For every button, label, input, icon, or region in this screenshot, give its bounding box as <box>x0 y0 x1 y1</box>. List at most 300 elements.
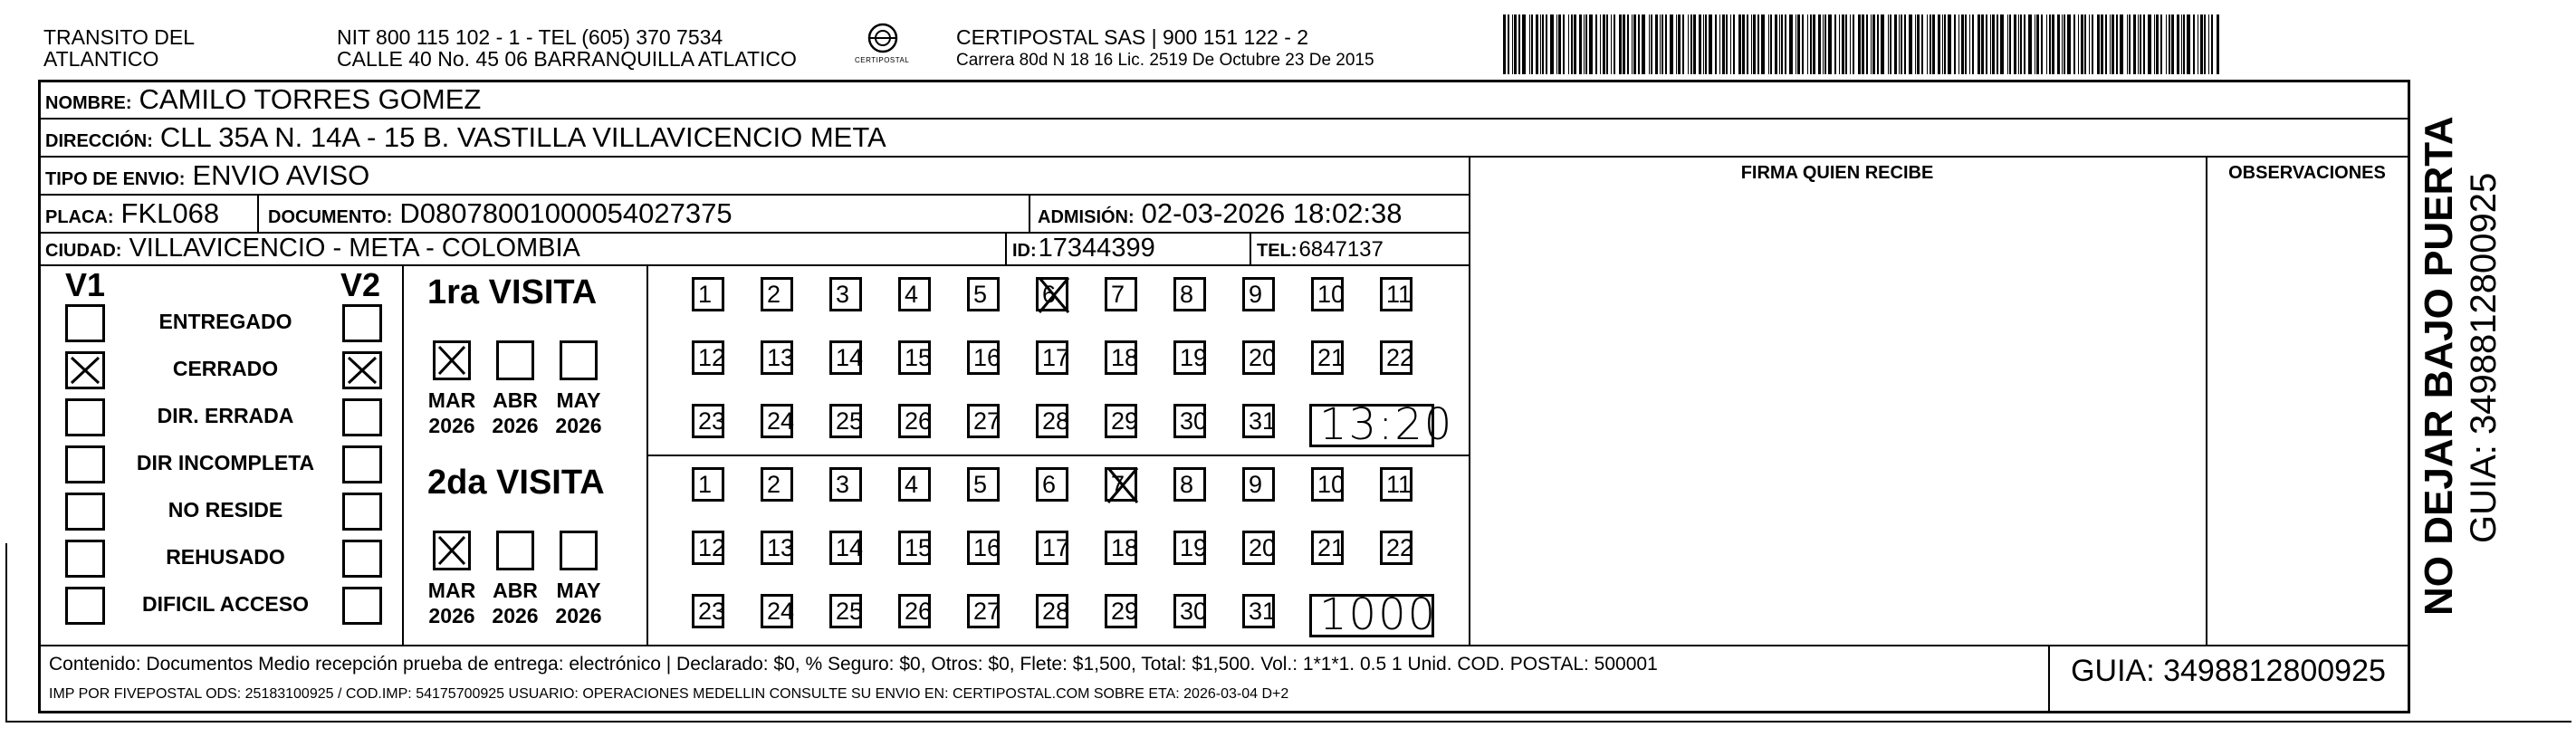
barcode-bar <box>1738 14 1741 74</box>
visit1-day-18[interactable] <box>1105 340 1137 375</box>
visit2-day-7[interactable] <box>1105 467 1137 502</box>
barcode-bar <box>1904 14 1906 74</box>
barcode-bar <box>1682 14 1684 74</box>
barcode-bar <box>2009 14 2011 74</box>
visit2-month-year: 2026 <box>555 604 602 627</box>
barcode-bar <box>1665 14 1667 74</box>
barcode-bar <box>1589 14 1593 74</box>
barcode-bar <box>1930 14 1931 74</box>
barcode-bar <box>1742 14 1745 74</box>
visit1-day-29[interactable] <box>1105 404 1137 438</box>
barcode-bar <box>1807 14 1808 74</box>
visit2-day-21[interactable] <box>1311 531 1344 565</box>
barcode-bar <box>1627 14 1629 74</box>
barcode-bar <box>2057 14 2060 74</box>
barcode-bar <box>1915 14 1916 74</box>
visit1-month-label-mar <box>420 388 484 438</box>
barcode-bar <box>1676 14 1677 74</box>
sender-nit: NIT 800 115 102 - 1 - TEL (605) 370 7534 <box>337 25 723 49</box>
barcode-bar <box>1531 14 1533 74</box>
day-number: 6 <box>1042 281 1057 308</box>
visit1-day-17[interactable] <box>1036 340 1068 375</box>
v2-checkbox-dir-incompleta[interactable] <box>342 445 382 483</box>
barcode-bar <box>1703 14 1704 74</box>
barcode-bar <box>2046 14 2047 74</box>
visit1-day-16[interactable] <box>967 340 1000 375</box>
barcode-bar <box>1512 14 1513 74</box>
visit1-day-4[interactable] <box>898 277 931 311</box>
day-number: 22 <box>1386 344 1414 371</box>
visit2-day-20[interactable] <box>1242 531 1275 565</box>
barcode-bar <box>2138 14 2139 74</box>
barcode-bar <box>1632 14 1633 74</box>
day-number: 8 <box>1180 281 1194 308</box>
barcode-bar <box>2110 14 2111 74</box>
visit1-day-13[interactable] <box>761 340 793 375</box>
visit1-month-year: 2026 <box>492 414 539 437</box>
barcode-bar <box>1768 14 1769 74</box>
shipment-type: ENVIO AVISO <box>192 159 370 191</box>
barcode-bar <box>2187 14 2190 74</box>
barcode-bar <box>2154 14 2155 74</box>
day-number: 2 <box>767 281 781 308</box>
barcode-bar <box>1866 14 1868 74</box>
barcode-bar <box>1872 14 1875 74</box>
direccion-label: DIRECCIÓN: <box>45 131 153 151</box>
visit1-day-8[interactable] <box>1173 277 1206 311</box>
visit2-day-11[interactable] <box>1380 467 1412 502</box>
visit1-month-name: MAR <box>427 388 476 412</box>
v2-checkbox-dir-errada[interactable] <box>342 398 382 436</box>
visit2-day-26[interactable] <box>898 594 931 628</box>
day-number: 11 <box>1386 471 1412 498</box>
visit2-day-22[interactable] <box>1380 531 1412 565</box>
visit2-day-17[interactable] <box>1036 531 1068 565</box>
visit1-day-20[interactable] <box>1242 340 1275 375</box>
barcode-bar <box>1546 14 1547 74</box>
barcode-bar <box>1894 14 1897 74</box>
barcode-bar <box>1850 14 1851 74</box>
visit2-time-box[interactable] <box>1309 589 1438 640</box>
barcode-bar <box>1606 14 1608 74</box>
barcode-bar <box>1948 14 1951 74</box>
visit2-day-31[interactable] <box>1242 594 1275 628</box>
barcode-bar <box>1600 14 1601 74</box>
v1-checkbox-rehusado[interactable] <box>65 540 105 578</box>
visit2-month-label-mar <box>420 578 484 628</box>
day-number: 20 <box>1249 534 1277 561</box>
barcode-bar <box>2078 14 2079 74</box>
day-number: 1 <box>698 281 713 308</box>
visit2-month-name: MAY <box>556 579 601 602</box>
barcode-bar <box>1733 14 1735 74</box>
visit1-day-9[interactable] <box>1242 277 1275 311</box>
sender-name-line1: TRANSITO DEL <box>43 25 195 49</box>
barcode-bar <box>2143 14 2145 74</box>
barcode-bar <box>1638 14 1640 74</box>
barcode-bar <box>1899 14 1900 74</box>
visit1-month-checkbox-may[interactable] <box>560 340 598 380</box>
barcode-bar <box>1753 14 1756 74</box>
admision-label: ADMISIÓN: <box>1038 207 1135 227</box>
v1-checkbox-dir-incompleta[interactable] <box>65 445 105 483</box>
visit2-day-12[interactable] <box>692 531 724 565</box>
id-number: 17344399 <box>1038 234 1155 263</box>
barcode-bar <box>1619 14 1622 74</box>
v1-checkbox-dir-errada[interactable] <box>65 398 105 436</box>
warning-no-dejar-bajo-puerta: NO DEJAR BAJO PUERTA <box>2417 116 2461 616</box>
barcode-bar <box>2181 14 2182 74</box>
barcode-bar <box>1757 14 1759 74</box>
visit-title-2: 2da VISITA <box>427 464 605 502</box>
barcode-bar <box>2105 14 2107 74</box>
barcode-bar <box>1722 14 1725 74</box>
visit2-day-24[interactable] <box>761 594 793 628</box>
barcode-bar <box>1514 14 1517 74</box>
barcode-bar <box>1603 14 1605 74</box>
nombre-label: NOMBRE: <box>45 93 132 113</box>
print-info: IMP POR FIVEPOSTAL ODS: 25183100925 / COD.IMP: 54175700925 USUARIO: OPERACIONES MEDELLIN CONSULTE SU ENVIO EN: CERTIPOSTAL.COM SOBRE ETA: 2026-03-04 D+2 <box>49 686 1289 702</box>
v1-checkbox-no-reside[interactable] <box>65 493 105 531</box>
barcode-bar <box>2171 14 2174 74</box>
day-number: 15 <box>905 344 933 371</box>
firma-header: FIRMA QUIEN RECIBE <box>1740 163 1934 183</box>
visit2-day-14[interactable] <box>829 531 862 565</box>
day-number: 3 <box>836 281 850 308</box>
day-number: 14 <box>836 344 864 371</box>
visit1-day-19[interactable] <box>1173 340 1206 375</box>
barcode-bar <box>2062 14 2063 74</box>
day-number: 16 <box>973 344 1001 371</box>
barcode-bar <box>2073 14 2075 74</box>
visit1-day-22[interactable] <box>1380 340 1412 375</box>
barcode-bar <box>2211 14 2213 74</box>
visit2-day-13[interactable] <box>761 531 793 565</box>
visit1-day-2[interactable] <box>761 277 793 311</box>
barcode-bar <box>1992 14 1995 74</box>
barcode-bar <box>1890 14 1891 74</box>
visit1-day-27[interactable] <box>967 404 1000 438</box>
v1-checkbox-entregado[interactable] <box>65 304 105 342</box>
barcode-bar <box>1834 14 1836 74</box>
day-number: 24 <box>767 598 795 625</box>
recipient-name: CAMILO TORRES GOMEZ <box>139 83 482 115</box>
document-number: D08078001000054027375 <box>399 197 733 229</box>
barcode-bar <box>1823 14 1824 74</box>
bottom-edge-line <box>5 721 2571 723</box>
status-label-dificil-acceso: DIFICIL ACCESO <box>141 592 309 616</box>
barcode-bar <box>1813 14 1815 74</box>
barcode-bar <box>2133 14 2136 74</box>
visit1-day-23[interactable] <box>692 404 724 438</box>
barcode-bar <box>2092 14 2093 74</box>
barcode-bar <box>1944 14 1946 74</box>
day-number: 8 <box>1180 471 1194 498</box>
visit1-day-21[interactable] <box>1311 340 1344 375</box>
barcode-bar <box>2193 14 2195 74</box>
status-label-no-reside: NO RESIDE <box>168 498 283 522</box>
day-number: 25 <box>836 598 864 625</box>
barcode-bar <box>2148 14 2151 74</box>
barcode-bar <box>1568 14 1569 74</box>
placa-label: PLACA: <box>45 207 114 227</box>
barcode-bar <box>2208 14 2209 74</box>
barcode-bar <box>2067 14 2071 74</box>
visit1-time-box[interactable] <box>1309 399 1454 450</box>
day-number: 6 <box>1042 471 1057 498</box>
visit2-day-3[interactable] <box>829 467 862 502</box>
visit1-month-checkbox-abr[interactable] <box>496 340 534 380</box>
visit2-month-checkbox-mar[interactable] <box>433 531 471 570</box>
visit1-day-10[interactable] <box>1311 277 1344 311</box>
barcode-bar <box>1522 14 1526 74</box>
barcode-bar <box>1518 14 1520 74</box>
barcode-bar <box>1699 14 1701 74</box>
visit2-day-16[interactable] <box>967 531 1000 565</box>
barcode-bar <box>1642 14 1645 74</box>
visit1-month-year: 2026 <box>555 414 602 437</box>
barcode-bar <box>1540 14 1541 74</box>
day-number: 7 <box>1111 281 1125 308</box>
barcode-bar <box>1877 14 1879 74</box>
barcode-bar <box>1824 14 1826 74</box>
visit2-month-checkbox-abr[interactable] <box>496 531 534 570</box>
visit2-day-1[interactable] <box>692 467 724 502</box>
visit2-month-checkbox-may[interactable] <box>560 531 598 570</box>
barcode-bar <box>1990 14 1991 74</box>
barcode-bar <box>1810 14 1812 74</box>
visit2-day-18[interactable] <box>1105 531 1137 565</box>
visit1-day-6[interactable] <box>1036 277 1068 311</box>
day-number: 18 <box>1111 344 1139 371</box>
v1-checkbox-dificil-acceso[interactable] <box>65 587 105 625</box>
v2-checkbox-dificil-acceso[interactable] <box>342 587 382 625</box>
v1-label: V1 <box>65 266 106 303</box>
barcode-bar <box>1839 14 1840 74</box>
day-number: 21 <box>1317 534 1345 561</box>
visit2-day-29[interactable] <box>1105 594 1137 628</box>
visit1-handwritten-time: 13:20 <box>1319 399 1454 450</box>
day-number: 4 <box>905 471 919 498</box>
visit1-month-year: 2026 <box>428 414 475 437</box>
visit1-day-12[interactable] <box>692 340 724 375</box>
barcode-bar <box>2204 14 2206 74</box>
barcode-bar <box>1958 14 1959 74</box>
day-number: 5 <box>973 471 988 498</box>
barcode-bar <box>1901 14 1902 74</box>
barcode-bar <box>1997 14 1998 74</box>
barcode-bar <box>1611 14 1612 74</box>
visit1-month-checkbox-mar[interactable] <box>433 340 471 380</box>
visit2-day-2[interactable] <box>761 467 793 502</box>
barcode-bar <box>2089 14 2090 74</box>
visit1-month-name: MAY <box>556 388 601 412</box>
visit2-day-28[interactable] <box>1036 594 1068 628</box>
barcode-bar <box>1938 14 1940 74</box>
barcode-bar <box>2024 14 2025 74</box>
visit1-day-14[interactable] <box>829 340 862 375</box>
visit1-day-15[interactable] <box>898 340 931 375</box>
visit1-day-3[interactable] <box>829 277 862 311</box>
visit1-day-30[interactable] <box>1173 404 1206 438</box>
day-number: 24 <box>767 407 795 435</box>
barcode-bar <box>1623 14 1625 74</box>
visit2-day-8[interactable] <box>1173 467 1206 502</box>
day-number: 17 <box>1042 344 1070 371</box>
documento-label: DOCUMENTO: <box>268 207 393 227</box>
barcode-bar <box>1770 14 1772 74</box>
visit2-month-year: 2026 <box>492 604 539 627</box>
visit1-day-5[interactable] <box>967 277 1000 311</box>
barcode-bar <box>1550 14 1554 74</box>
barcode-bar <box>2116 14 2118 74</box>
barcode-bar <box>1574 14 1576 74</box>
left-edge-line <box>5 543 7 721</box>
barcode-bar <box>2097 14 2100 74</box>
barcode-bar <box>2183 14 2185 74</box>
barcode-bar <box>1789 14 1793 74</box>
visit1-day-28[interactable] <box>1036 404 1068 438</box>
barcode-bar <box>2036 14 2039 74</box>
barcode-bar <box>1633 14 1636 74</box>
barcode-bar <box>1670 14 1673 74</box>
day-number: 31 <box>1249 598 1277 625</box>
barcode-bar <box>1965 14 1967 74</box>
day-number: 5 <box>973 281 988 308</box>
barcode-bar <box>2101 14 2103 74</box>
visit2-day-27[interactable] <box>967 594 1000 628</box>
barcode-bar <box>2217 14 2219 74</box>
visit-title-1: 1ra VISITA <box>427 273 598 311</box>
visit1-day-24[interactable] <box>761 404 793 438</box>
visit1-day-26[interactable] <box>898 404 931 438</box>
visit2-day-25[interactable] <box>829 594 862 628</box>
visit2-month-name: ABR <box>493 579 538 602</box>
barcode-bar <box>1690 14 1692 74</box>
barcode <box>1503 14 2227 74</box>
visit2-day-9[interactable] <box>1242 467 1275 502</box>
visit1-month-label-may <box>547 388 610 438</box>
barcode-bar <box>1828 14 1832 74</box>
visit1-day-1[interactable] <box>692 277 724 311</box>
day-number: 23 <box>698 407 726 435</box>
barcode-bar <box>1579 14 1582 74</box>
day-number: 26 <box>905 407 933 435</box>
barcode-bar <box>2064 14 2065 74</box>
barcode-bar <box>1730 14 1731 74</box>
barcode-bar <box>2112 14 2114 74</box>
sender-address: CALLE 40 No. 45 06 BARRANQUILLA ATLATICO <box>337 47 797 71</box>
visit1-day-7[interactable] <box>1105 277 1137 311</box>
contents-summary: Contenido: Documentos Medio recepción prueba de entrega: electrónico | Declarado: $0, % Seguro: $0, Otros: $0, Flete: $1,500, Total: $1,500. Vol.: 1*1*1. 0.5 1 Unid. COD. POSTAL: 500001 <box>49 654 1658 675</box>
visit2-day-15[interactable] <box>898 531 931 565</box>
barcode-bar <box>2140 14 2141 74</box>
barcode-bar <box>1781 14 1783 74</box>
barcode-bar <box>1660 14 1661 74</box>
visit2-day-23[interactable] <box>692 594 724 628</box>
v2-checkbox-rehusado[interactable] <box>342 540 382 578</box>
visit2-day-5[interactable] <box>967 467 1000 502</box>
barcode-bar <box>2084 14 2086 74</box>
barcode-bar <box>2156 14 2159 74</box>
visit2-day-4[interactable] <box>898 467 931 502</box>
visit1-day-31[interactable] <box>1242 404 1275 438</box>
barcode-bar <box>1909 14 1912 74</box>
day-number: 11 <box>1386 281 1412 308</box>
guia-number-box: GUIA: 3498812800925 <box>2071 654 2386 688</box>
barcode-bar <box>1556 14 1557 74</box>
barcode-bar <box>2160 14 2162 74</box>
barcode-bar <box>2127 14 2128 74</box>
barcode-bar <box>1585 14 1587 74</box>
barcode-bar <box>1651 14 1652 74</box>
barcode-bar <box>1715 14 1717 74</box>
status-label-dir-incompleta: DIR INCOMPLETA <box>136 451 315 474</box>
admission-datetime: 02-03-2026 18:02:38 <box>1141 197 1403 229</box>
v1-checkbox-cerrado[interactable] <box>65 351 105 389</box>
v2-checkbox-no-reside[interactable] <box>342 493 382 531</box>
barcode-bar <box>1927 14 1928 74</box>
barcode-bar <box>2081 14 2083 74</box>
day-number: 4 <box>905 281 919 308</box>
side-guia-number: GUIA: 3498812800925 <box>2464 172 2504 543</box>
day-number: 13 <box>767 534 795 561</box>
barcode-bar <box>1888 14 1889 74</box>
barcode-bar <box>2052 14 2054 74</box>
observaciones-header: OBSERVACIONES <box>2228 163 2386 183</box>
barcode-bar <box>2120 14 2123 74</box>
visit2-day-19[interactable] <box>1173 531 1206 565</box>
day-number: 13 <box>767 344 795 371</box>
barcode-bar <box>1536 14 1538 74</box>
day-number: 28 <box>1042 407 1070 435</box>
barcode-bar <box>2049 14 2051 74</box>
barcode-bar <box>1747 14 1748 74</box>
barcode-bar <box>1726 14 1728 74</box>
visit2-day-6[interactable] <box>1036 467 1068 502</box>
id-label: ID: <box>1012 241 1037 261</box>
day-number: 7 <box>1111 471 1125 498</box>
tel-label: TEL: <box>1257 241 1298 261</box>
barcode-bar <box>1503 14 1506 74</box>
barcode-bar <box>1649 14 1650 74</box>
visit2-day-10[interactable] <box>1311 467 1344 502</box>
barcode-bar <box>1881 14 1884 74</box>
barcode-bar <box>1785 14 1786 74</box>
day-number: 25 <box>836 407 864 435</box>
barcode-bar <box>1845 14 1847 74</box>
barcode-bar <box>1917 14 1920 74</box>
v2-checkbox-entregado[interactable] <box>342 304 382 342</box>
visit2-month-name: MAR <box>427 579 476 602</box>
day-number: 27 <box>973 598 1001 625</box>
day-number: 19 <box>1180 534 1208 561</box>
visit2-day-30[interactable] <box>1173 594 1206 628</box>
barcode-bar <box>1977 14 1980 74</box>
v2-checkbox-cerrado[interactable] <box>342 351 382 389</box>
barcode-bar <box>2200 14 2203 74</box>
barcode-bar <box>1595 14 1597 74</box>
barcode-bar <box>1655 14 1658 74</box>
barcode-bar <box>1775 14 1777 74</box>
visit1-day-11[interactable] <box>1380 277 1412 311</box>
barcode-bar <box>1614 14 1615 74</box>
barcode-bar <box>1862 14 1864 74</box>
day-number: 2 <box>767 471 781 498</box>
day-number: 19 <box>1180 344 1208 371</box>
day-number: 14 <box>836 534 864 561</box>
visit1-day-25[interactable] <box>829 404 862 438</box>
